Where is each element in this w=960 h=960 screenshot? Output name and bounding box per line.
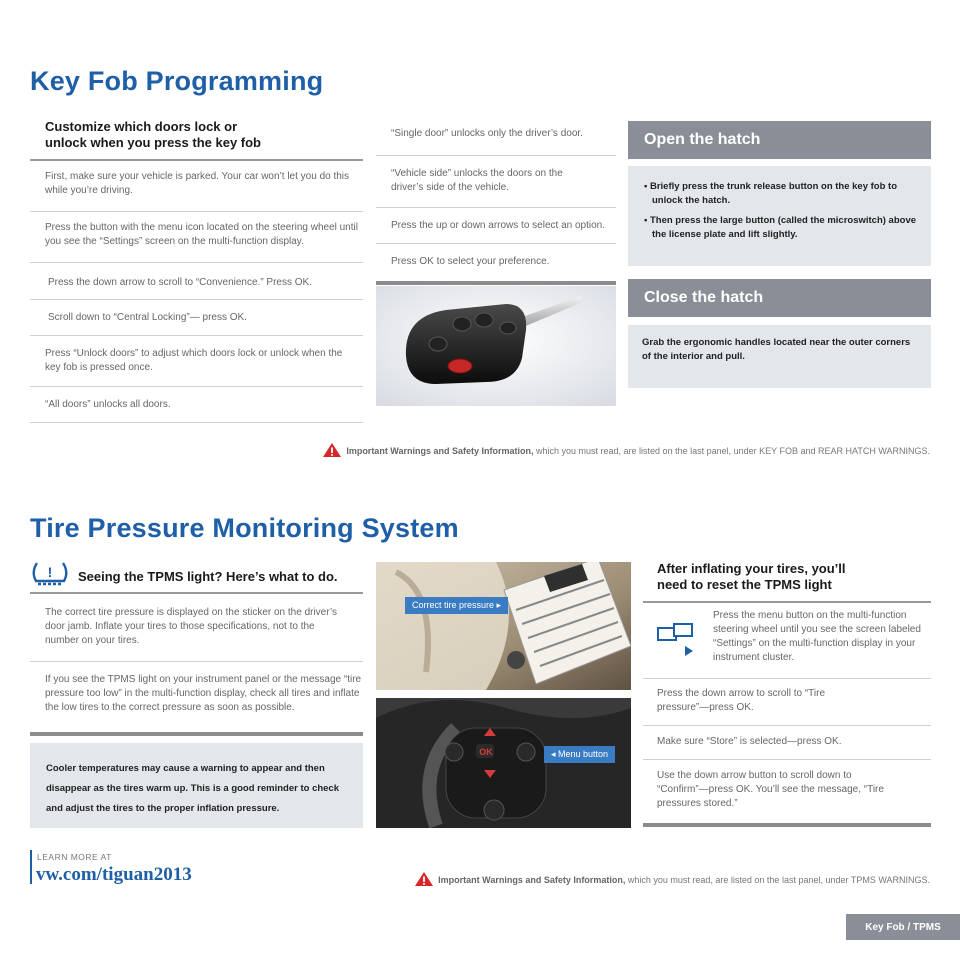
menu-button-tag: ◂ Menu button — [544, 746, 615, 763]
page-section-tab: Key Fob / TPMS — [846, 914, 960, 940]
footer-accent-bar — [30, 850, 32, 884]
tpms-warning: Important Warnings and Safety Information, which you must read, are listed on the last panel, under TPMS WARNINGS. — [414, 871, 930, 887]
open-hatch-bullet: • Then press the large button (called the microswitch) above the license plate and lift slightly. — [644, 215, 917, 240]
divider — [376, 207, 616, 208]
divider — [643, 759, 931, 760]
tpms-title: Tire Pressure Monitoring System — [30, 513, 459, 543]
fob-step-6: “All doors” unlocks all doors. — [45, 399, 171, 410]
fob-mid-rule — [376, 281, 616, 285]
close-hatch-panel — [628, 325, 931, 388]
fob-warning: Important Warnings and Safety Information, which you must read, are listed on the last panel, under KEY FOB and REAR HATCH WARNINGS. — [322, 442, 930, 458]
tpms-reset-bottom-rule — [643, 823, 931, 827]
fob-step-1: First, make sure your vehicle is parked. Your car won’t let you do this while you’re driving. — [45, 171, 350, 196]
fob-mid-step-2: “Vehicle side” unlocks the doors on the driver’s side of the vehicle. — [391, 168, 563, 193]
tpms-reset-step-2: Press the down arrow to scroll to “Tire pressure”—press OK. — [657, 688, 826, 713]
tpms-para-2: If you see the TPMS light on your instrument panel or the message “tire pressure too low” in the multi-function display, check all tires and inflate the low tires to the correct pressure as soon as possible. — [45, 674, 362, 713]
menu-icon — [657, 620, 697, 660]
correct-tire-pressure-tag: Correct tire pressure ▸ — [405, 597, 508, 614]
tpms-para-1: The correct tire pressure is displayed on the sticker on the driver’s door jamb. Inflate your tires to those specifications, not to the number on your tires. — [45, 607, 337, 646]
divider — [30, 211, 363, 212]
steering-wheel-photo — [376, 698, 631, 828]
divider — [30, 299, 363, 300]
tpms-reset-head: After inflating your tires, you’ll need to reset the TPMS light — [657, 561, 846, 592]
fob-step-3: Press the down arrow to scroll to “Convenience.” Press OK. — [48, 277, 312, 288]
divider — [30, 335, 363, 336]
learn-more-link[interactable]: vw.com/tiguan2013 — [36, 864, 192, 885]
tpms-note-panel — [30, 743, 363, 828]
open-hatch-header: Open the hatch — [628, 121, 931, 159]
learn-more-label: LEARN MORE AT — [37, 852, 112, 862]
door-sticker-photo — [376, 562, 631, 690]
tpms-head-rule — [30, 592, 363, 594]
svg-text:!: ! — [47, 564, 53, 580]
close-hatch-header: Close the hatch — [628, 279, 931, 317]
fob-subhead-rule — [30, 159, 363, 161]
open-hatch-panel — [628, 166, 931, 266]
divider — [30, 661, 363, 662]
divider — [30, 386, 363, 387]
warning-icon — [414, 871, 434, 887]
divider — [643, 725, 931, 726]
close-hatch-text: Grab the ergonomic handles located near the outer corners of the interior and pull. — [642, 337, 911, 362]
open-hatch-bullet: • Briefly press the trunk release button on the key fob to unlock the hatch. — [644, 181, 898, 206]
svg-text:OK: OK — [479, 747, 493, 757]
tpms-reset-step-1: Press the menu button on the multi-function steering wheel until you see the screen labeled “Settings” on the multi-function display in your instrument cluster. — [713, 610, 921, 663]
fob-subhead: Customize which doors lock or unlock when you press the key fob — [45, 119, 261, 150]
tpms-light-icon — [30, 559, 70, 587]
divider — [30, 422, 363, 423]
key-fob-photo — [376, 286, 616, 406]
fob-step-5: Press “Unlock doors” to adjust which doors lock or unlock when the key fob is pressed once. — [45, 348, 343, 373]
fob-mid-step-1: “Single door” unlocks only the driver’s door. — [391, 128, 583, 139]
tpms-reset-step-4: Use the down arrow button to scroll down to “Confirm”—press OK. You’ll see the message, “Tire pressures stored.” — [657, 770, 884, 809]
tpms-reset-step-3: Make sure “Store” is selected—press OK. — [657, 736, 842, 747]
fob-mid-step-4: Press OK to select your preference. — [391, 256, 550, 267]
tpms-para-rule — [30, 732, 363, 736]
tpms-light-head: Seeing the TPMS light? Here’s what to do. — [78, 569, 338, 584]
divider — [376, 155, 616, 156]
fob-title: Key Fob Programming — [30, 66, 324, 96]
warning-icon — [322, 442, 342, 458]
tpms-reset-rule — [643, 601, 931, 603]
fob-step-4: Scroll down to “Central Locking”— press OK. — [48, 312, 247, 323]
fob-step-2: Press the button with the menu icon located on the steering wheel until you see the “Settings” screen on the multi-function display. — [45, 222, 358, 247]
fob-mid-step-3: Press the up or down arrows to select an option. — [391, 220, 606, 231]
tpms-note-text: Cooler temperatures may cause a warning to appear and then disappear as the tires warm up. This is a good reminder to check and adjust the tires to the proper inflation pressure. — [46, 763, 340, 814]
divider — [30, 262, 363, 263]
divider — [643, 678, 931, 679]
divider — [376, 243, 616, 244]
